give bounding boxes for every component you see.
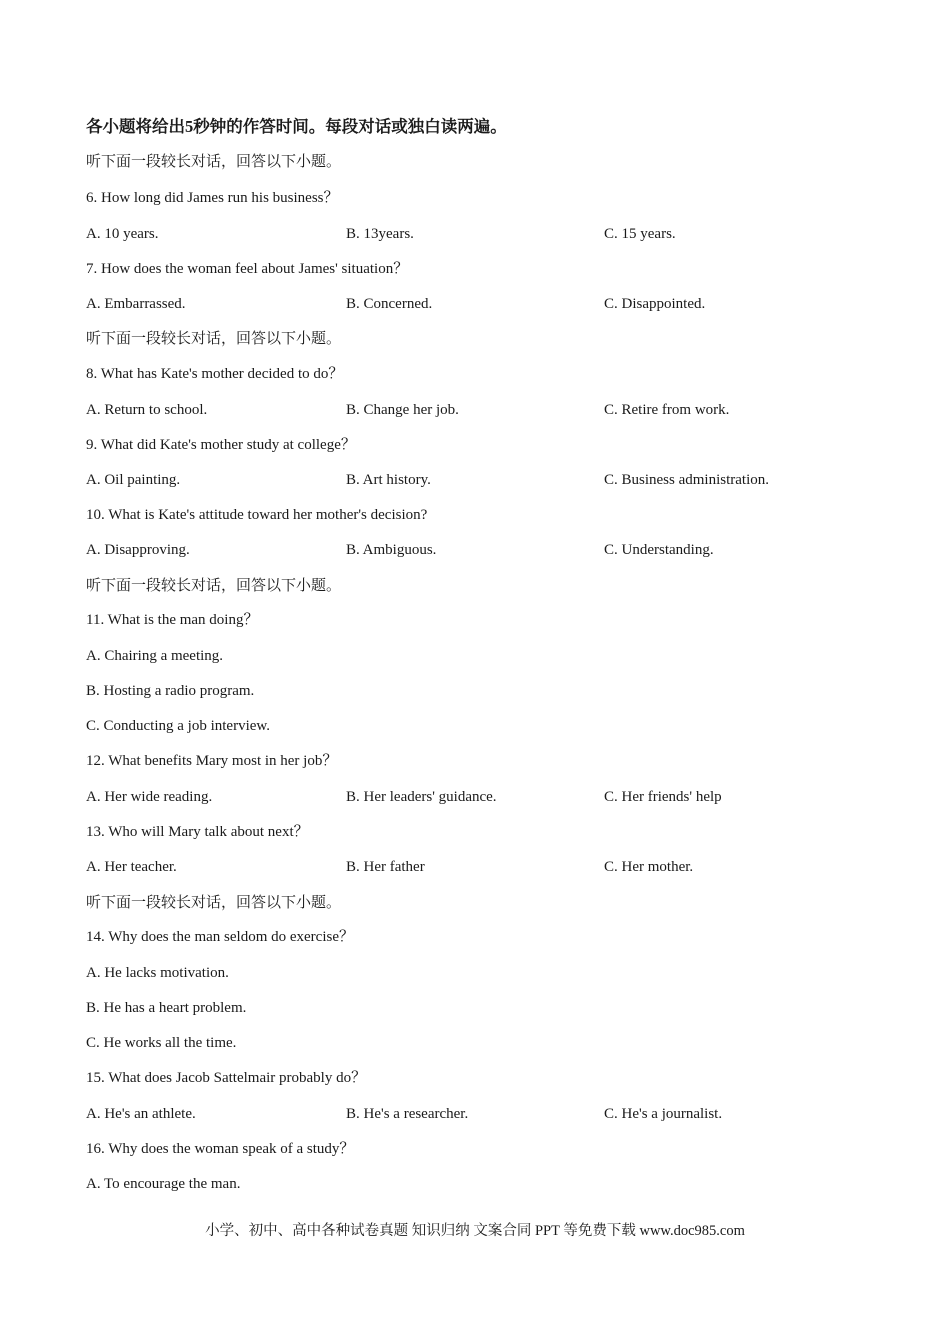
option-a: A. Her wide reading. bbox=[86, 789, 213, 805]
option-c: C. He's a journalist. bbox=[604, 1106, 723, 1122]
question-11: 11. What is the man doing？ bbox=[86, 612, 259, 628]
option-c: C. Business administration. bbox=[604, 472, 769, 488]
question-12: 12. What benefits Mary most in her job？ bbox=[86, 753, 338, 769]
option-b: B. Concerned. bbox=[346, 296, 433, 312]
question-14: 14. Why does the man seldom do exercise？ bbox=[86, 929, 354, 945]
option-a: A. Disapproving. bbox=[86, 542, 190, 558]
option-b: B. Hosting a radio program. bbox=[86, 683, 255, 699]
section-instruction: 听下面一段较长对话，回答以下小题。 bbox=[86, 154, 342, 170]
intro-heading: 各小题将给出5秒钟的作答时间。每段对话或独白读两遍。 bbox=[86, 117, 507, 136]
option-c: C. Her friends' help bbox=[604, 789, 722, 805]
option-a: A. Her teacher. bbox=[86, 859, 177, 875]
option-c: C. He works all the time. bbox=[86, 1035, 237, 1051]
option-c: C. Retire from work. bbox=[604, 402, 730, 418]
section-instruction: 听下面一段较长对话，回答以下小题。 bbox=[86, 895, 342, 911]
option-a: A. Return to school. bbox=[86, 402, 208, 418]
option-a: A. Oil painting. bbox=[86, 472, 181, 488]
option-b: B. Ambiguous. bbox=[346, 542, 437, 558]
option-b: B. Art history. bbox=[346, 472, 431, 488]
section-instruction: 听下面一段较长对话，回答以下小题。 bbox=[86, 578, 342, 594]
option-b: B. He's a researcher. bbox=[346, 1106, 469, 1122]
option-c: C. Conducting a job interview. bbox=[86, 718, 270, 734]
question-7: 7. How does the woman feel about James' situation？ bbox=[86, 261, 409, 277]
option-a: A. Chairing a meeting. bbox=[86, 648, 224, 664]
option-a: A. To encourage the man. bbox=[86, 1176, 241, 1192]
footer-text: 小学、初中、高中各种试卷真题 知识归纳 文案合同 PPT 等免费下载 www.doc985.com bbox=[205, 1223, 745, 1239]
question-13: 13. Who will Mary talk about next？ bbox=[86, 824, 309, 840]
option-c: C. Her mother. bbox=[604, 859, 694, 875]
question-16: 16. Why does the woman speak of a study？ bbox=[86, 1141, 355, 1157]
question-6: 6. How long did James run his business？ bbox=[86, 190, 339, 206]
option-b: B. He has a heart problem. bbox=[86, 1000, 247, 1016]
option-a: A. He's an athlete. bbox=[86, 1106, 196, 1122]
option-b: B. Her father bbox=[346, 859, 425, 875]
option-a: A. Embarrassed. bbox=[86, 296, 186, 312]
option-c: C. Disappointed. bbox=[604, 296, 706, 312]
question-15: 15. What does Jacob Sattelmair probably do？ bbox=[86, 1070, 367, 1086]
question-10: 10. What is Kate's attitude toward her mother's decision? bbox=[86, 507, 428, 523]
option-b: B. Change her job. bbox=[346, 402, 459, 418]
section-instruction: 听下面一段较长对话，回答以下小题。 bbox=[86, 331, 342, 347]
option-b: B. 13years. bbox=[346, 226, 414, 242]
question-9: 9. What did Kate's mother study at college？ bbox=[86, 437, 356, 453]
option-c: C. Understanding. bbox=[604, 542, 714, 558]
option-a: A. 10 years. bbox=[86, 226, 159, 242]
question-8: 8. What has Kate's mother decided to do？ bbox=[86, 366, 344, 382]
option-c: C. 15 years. bbox=[604, 226, 676, 242]
option-b: B. Her leaders' guidance. bbox=[346, 789, 497, 805]
option-a: A. He lacks motivation. bbox=[86, 965, 229, 981]
